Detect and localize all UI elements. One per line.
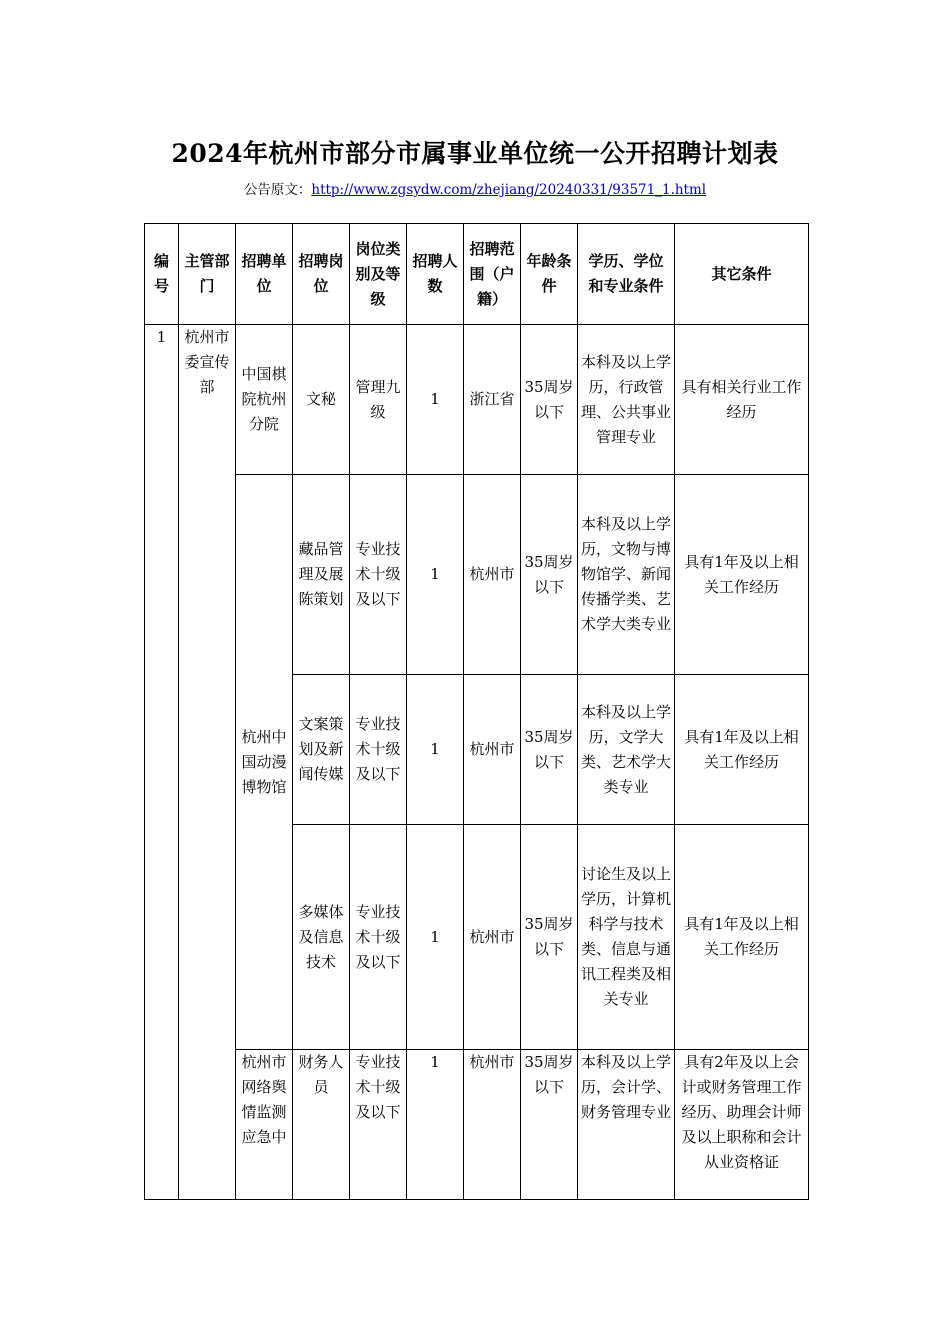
header-edu: 学历、学位和专业条件 bbox=[578, 224, 675, 325]
cell-scope: 杭州市 bbox=[464, 675, 521, 825]
cell-num: 1 bbox=[407, 825, 464, 1050]
cell-post: 多媒体及信息技术 bbox=[293, 825, 350, 1050]
cell-unit: 中国棋院杭州分院 bbox=[236, 325, 293, 475]
cell-other: 具有1年及以上相关工作经历 bbox=[675, 825, 809, 1050]
page-title: 2024年杭州市部分市属事业单位统一公开招聘计划表 bbox=[171, 139, 779, 168]
cell-scope: 浙江省 bbox=[464, 325, 521, 475]
header-other: 其它条件 bbox=[675, 224, 809, 325]
header-num: 招聘人数 bbox=[407, 224, 464, 325]
cell-age: 35周岁以下 bbox=[521, 1050, 578, 1200]
cell-scope: 杭州市 bbox=[464, 825, 521, 1050]
source-label: 公告原文： bbox=[243, 182, 312, 198]
cell-age: 35周岁以下 bbox=[521, 675, 578, 825]
cell-post: 财务人员 bbox=[293, 1050, 350, 1200]
cell-other: 具有1年及以上相关工作经历 bbox=[675, 475, 809, 675]
cell-age: 35周岁以下 bbox=[521, 825, 578, 1050]
cell-other: 具有2年及以上会计或财务管理工作经历、助理会计师及以上职称和会计从业资格证 bbox=[675, 1050, 809, 1200]
header-dept: 主管部门 bbox=[179, 224, 236, 325]
header-level: 岗位类别及等级 bbox=[350, 224, 407, 325]
cell-num: 1 bbox=[407, 325, 464, 475]
header-age: 年龄条件 bbox=[521, 224, 578, 325]
cell-age: 35周岁以下 bbox=[521, 475, 578, 675]
table-row bbox=[145, 1050, 809, 1200]
cell-unit: 杭州市网络舆情监测应急中 bbox=[236, 1050, 293, 1200]
cell-edu: 本科及以上学历，行政管理、公共事业管理专业 bbox=[578, 325, 675, 475]
cell-edu: 本科及以上学历，文学大类、艺术学大类专业 bbox=[578, 675, 675, 825]
table-row bbox=[145, 475, 809, 675]
header-id: 编号 bbox=[145, 224, 179, 325]
header-row bbox=[145, 224, 809, 325]
cell-level: 专业技术十级及以下 bbox=[350, 825, 407, 1050]
source-line bbox=[0, 178, 950, 198]
source-link[interactable]: http://www.zgsydw.com/zhejiang/20240331/93571_1.html bbox=[311, 182, 707, 198]
cell-level: 专业技术十级及以下 bbox=[350, 475, 407, 675]
cell-age: 35周岁以下 bbox=[521, 325, 578, 475]
recruitment-table bbox=[144, 223, 809, 1200]
cell-dept: 杭州市委宣传部 bbox=[179, 325, 236, 1200]
cell-unit: 杭州中国动漫博物馆 bbox=[236, 475, 293, 1050]
cell-post: 文案策划及新闻传媒 bbox=[293, 675, 350, 825]
header-post: 招聘岗位 bbox=[293, 224, 350, 325]
cell-num: 1 bbox=[407, 675, 464, 825]
cell-level: 管理九级 bbox=[350, 325, 407, 475]
header-scope: 招聘范围（户籍） bbox=[464, 224, 521, 325]
cell-scope: 杭州市 bbox=[464, 475, 521, 675]
cell-level: 专业技术十级及以下 bbox=[350, 675, 407, 825]
cell-post: 文秘 bbox=[293, 325, 350, 475]
table-row bbox=[145, 325, 809, 475]
cell-level: 专业技术十级及以下 bbox=[350, 1050, 407, 1200]
cell-other: 具有1年及以上相关工作经历 bbox=[675, 675, 809, 825]
cell-other: 具有相关行业工作经历 bbox=[675, 325, 809, 475]
cell-edu: 本科及以上学历，会计学、财务管理专业 bbox=[578, 1050, 675, 1200]
cell-edu: 讨论生及以上学历，计算机科学与技术类、信息与通讯工程类及相关专业 bbox=[578, 825, 675, 1050]
cell-num: 1 bbox=[407, 1050, 464, 1200]
header-unit: 招聘单位 bbox=[236, 224, 293, 325]
cell-post: 藏品管理及展陈策划 bbox=[293, 475, 350, 675]
cell-edu: 本科及以上学历，文物与博物馆学、新闻传播学类、艺术学大类专业 bbox=[578, 475, 675, 675]
cell-id: 1 bbox=[145, 325, 179, 1200]
cell-scope: 杭州市 bbox=[464, 1050, 521, 1200]
cell-num: 1 bbox=[407, 475, 464, 675]
